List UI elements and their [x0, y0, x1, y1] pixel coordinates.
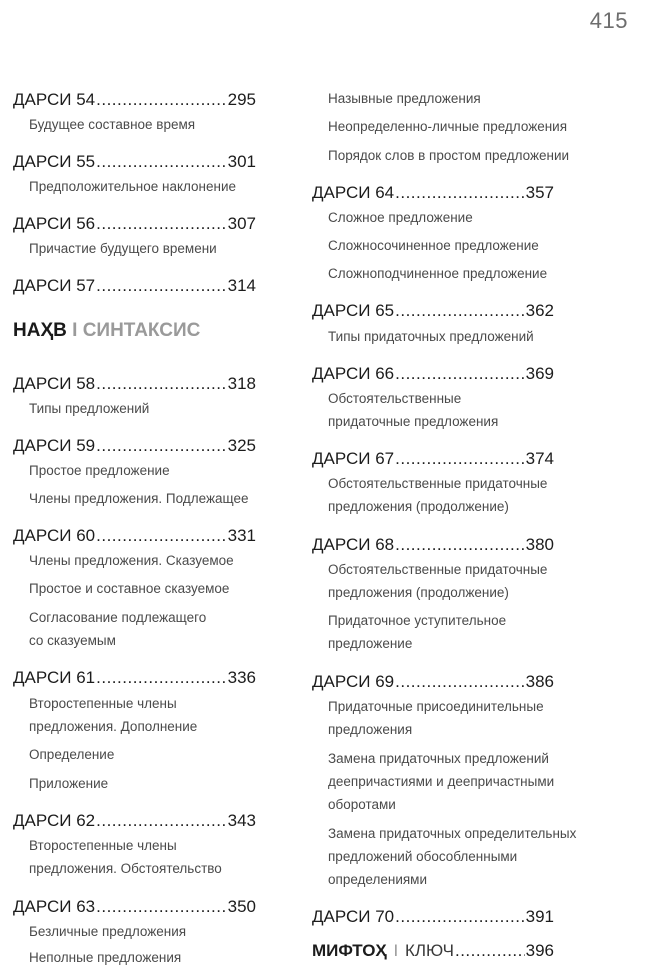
- toc-entry-lesson-68[interactable]: [312, 535, 554, 555]
- key-label: [312, 941, 454, 961]
- dot-leader: [96, 526, 226, 546]
- toc-subtopic: Типы предложений: [29, 401, 150, 416]
- toc-subtopic: Второстепенные члены: [29, 838, 177, 853]
- toc-subtopic: оборотами: [328, 797, 396, 812]
- toc-entry-lesson-59[interactable]: [13, 436, 256, 456]
- toc-subtopic: Придаточные присоединительные: [328, 699, 544, 714]
- toc-entry-lesson-64[interactable]: [312, 183, 554, 203]
- toc-subtopic: Второстепенные члены: [29, 696, 177, 711]
- lesson-label: ДАРСИ 69: [312, 672, 395, 691]
- toc-entry-lesson-55[interactable]: [13, 152, 256, 172]
- dot-leader: [96, 214, 226, 234]
- lesson-label: ДАРСИ 57: [13, 276, 96, 295]
- lesson-label: ДАРСИ 60: [13, 526, 96, 545]
- lesson-page: 386: [525, 672, 554, 691]
- toc-subtopic: Неполные предложения: [29, 950, 182, 965]
- toc-subtopic: предложений обособленными: [328, 849, 518, 864]
- lesson-page: 318: [227, 374, 256, 393]
- lesson-page: 295: [227, 90, 256, 109]
- lesson-page: 343: [227, 811, 256, 830]
- toc-entry-lesson-69[interactable]: [312, 672, 554, 692]
- lesson-page: 380: [525, 535, 554, 554]
- key-title: МИФТОҲ: [312, 941, 387, 960]
- toc-entry-lesson-58[interactable]: [13, 374, 256, 394]
- toc-subtopic: Обстоятельственные: [328, 391, 462, 406]
- dot-leader: [395, 364, 524, 384]
- dot-leader: [395, 535, 524, 555]
- toc-subtopic: Причастие будущего времени: [29, 241, 217, 256]
- lesson-page: 350: [227, 897, 256, 916]
- toc-subtopic: Члены предложения. Подлежащее: [29, 491, 249, 506]
- toc-subtopic: Замена придаточных предложений: [328, 751, 549, 766]
- toc-subtopic: Типы придаточных предложений: [328, 329, 534, 344]
- lesson-page: 307: [227, 214, 256, 233]
- toc-subtopic: Порядок слов в простом предложении: [328, 148, 570, 163]
- lesson-label: ДАРСИ 55: [13, 152, 96, 171]
- lesson-page: 357: [525, 183, 554, 202]
- key-page: 396: [525, 941, 554, 960]
- lesson-page: 374: [525, 449, 554, 468]
- toc-subtopic: Сложносочиненное предложение: [328, 238, 539, 253]
- toc-subtopic: Назывные предложения: [328, 91, 481, 106]
- section-heading-syntax: [13, 320, 200, 342]
- key-separator: I: [393, 941, 399, 960]
- toc-subtopic: Неопределенно-личные предложения: [328, 119, 568, 134]
- toc-subtopic: Замена придаточных определительных: [328, 826, 577, 841]
- toc-entry-lesson-65[interactable]: [312, 301, 554, 321]
- page-number: 415: [589, 8, 628, 33]
- lesson-page: 325: [227, 436, 256, 455]
- dot-leader: [395, 907, 524, 927]
- lesson-label: ДАРСИ 68: [312, 535, 395, 554]
- toc-entry-lesson-57[interactable]: [13, 276, 256, 296]
- toc-entry-lesson-67[interactable]: [312, 449, 554, 469]
- lesson-label: ДАРСИ 59: [13, 436, 96, 455]
- toc-subtopic: Приложение: [29, 776, 109, 791]
- toc-subtopic: предложение: [328, 636, 413, 651]
- toc-subtopic: Будущее составное время: [29, 117, 196, 132]
- toc-subtopic: Сложноподчиненное предложение: [328, 266, 548, 281]
- toc-subtopic: Обстоятельственные придаточные: [328, 476, 548, 491]
- dot-leader: [96, 668, 226, 688]
- toc-subtopic: Обстоятельственные придаточные: [328, 562, 548, 577]
- toc-subtopic: предложения (продолжение): [328, 499, 509, 514]
- dot-leader: [96, 90, 226, 110]
- toc-entry-lesson-54[interactable]: [13, 90, 256, 110]
- toc-entry-lesson-61[interactable]: [13, 668, 256, 688]
- toc-subtopic: предложения (продолжение): [328, 585, 509, 600]
- toc-subtopic: Сложное предложение: [328, 210, 473, 225]
- toc-subtopic: деепричастиями и деепричастными: [328, 774, 555, 789]
- dot-leader: [395, 449, 524, 469]
- dot-leader: [96, 811, 226, 831]
- lesson-label: ДАРСИ 61: [13, 668, 96, 687]
- lesson-page: 362: [525, 301, 554, 320]
- dot-leader: [96, 897, 226, 917]
- lesson-label: ДАРСИ 56: [13, 214, 96, 233]
- lesson-page: 331: [227, 526, 256, 545]
- lesson-label: ДАРСИ 66: [312, 364, 395, 383]
- toc-subtopic: предложения. Дополнение: [29, 719, 198, 734]
- toc-subtopic: Определение: [29, 747, 115, 762]
- toc-subtopic: Согласование подлежащего: [29, 610, 207, 625]
- toc-subtopic: Предположительное наклонение: [29, 179, 237, 194]
- key-subtitle: КЛЮЧ: [404, 941, 454, 960]
- dot-leader: [455, 941, 525, 961]
- lesson-label: ДАРСИ 67: [312, 449, 395, 468]
- lesson-label: ДАРСИ 70: [312, 907, 395, 926]
- toc-subtopic: предложения. Обстоятельство: [29, 861, 222, 876]
- dot-leader: [395, 672, 524, 692]
- section-separator: I: [72, 320, 78, 341]
- toc-subtopic: определениями: [328, 872, 427, 887]
- lesson-label: ДАРСИ 64: [312, 183, 395, 202]
- toc-entry-lesson-66[interactable]: [312, 364, 554, 384]
- toc-subtopic: Придаточное уступительное: [328, 613, 507, 628]
- dot-leader: [96, 374, 226, 394]
- toc-entry-lesson-70[interactable]: [312, 907, 554, 927]
- lesson-label: ДАРСИ 54: [13, 90, 96, 109]
- toc-entry-lesson-56[interactable]: [13, 214, 256, 234]
- toc-subtopic: Простое и составное сказуемое: [29, 581, 230, 596]
- section-subtitle: СИНТАКСИС: [82, 320, 201, 341]
- toc-entry-lesson-63[interactable]: [13, 897, 256, 917]
- dot-leader: [395, 301, 524, 321]
- dot-leader: [96, 152, 226, 172]
- lesson-page: 391: [525, 907, 554, 926]
- lesson-page: 301: [227, 152, 256, 171]
- toc-subtopic: со сказуемым: [29, 633, 116, 648]
- toc-subtopic: Члены предложения. Сказуемое: [29, 553, 234, 568]
- toc-entry-lesson-60[interactable]: [13, 526, 256, 546]
- toc-subtopic: Простое предложение: [29, 463, 170, 478]
- lesson-label: ДАРСИ 65: [312, 301, 395, 320]
- dot-leader: [395, 183, 524, 203]
- section-title: НАҲВ: [13, 320, 67, 341]
- toc-subtopic: предложения: [328, 722, 413, 737]
- toc-entry-key[interactable]: [312, 941, 554, 961]
- lesson-label: ДАРСИ 58: [13, 374, 96, 393]
- toc-subtopic: придаточные предложения: [328, 414, 499, 429]
- dot-leader: [96, 276, 226, 296]
- lesson-page: 336: [227, 668, 256, 687]
- lesson-label: ДАРСИ 63: [13, 897, 96, 916]
- lesson-page: 314: [227, 276, 256, 295]
- dot-leader: [96, 436, 226, 456]
- toc-subtopic: Безличные предложения: [29, 924, 187, 939]
- lesson-page: 369: [525, 364, 554, 383]
- lesson-label: ДАРСИ 62: [13, 811, 96, 830]
- toc-entry-lesson-62[interactable]: [13, 811, 256, 831]
